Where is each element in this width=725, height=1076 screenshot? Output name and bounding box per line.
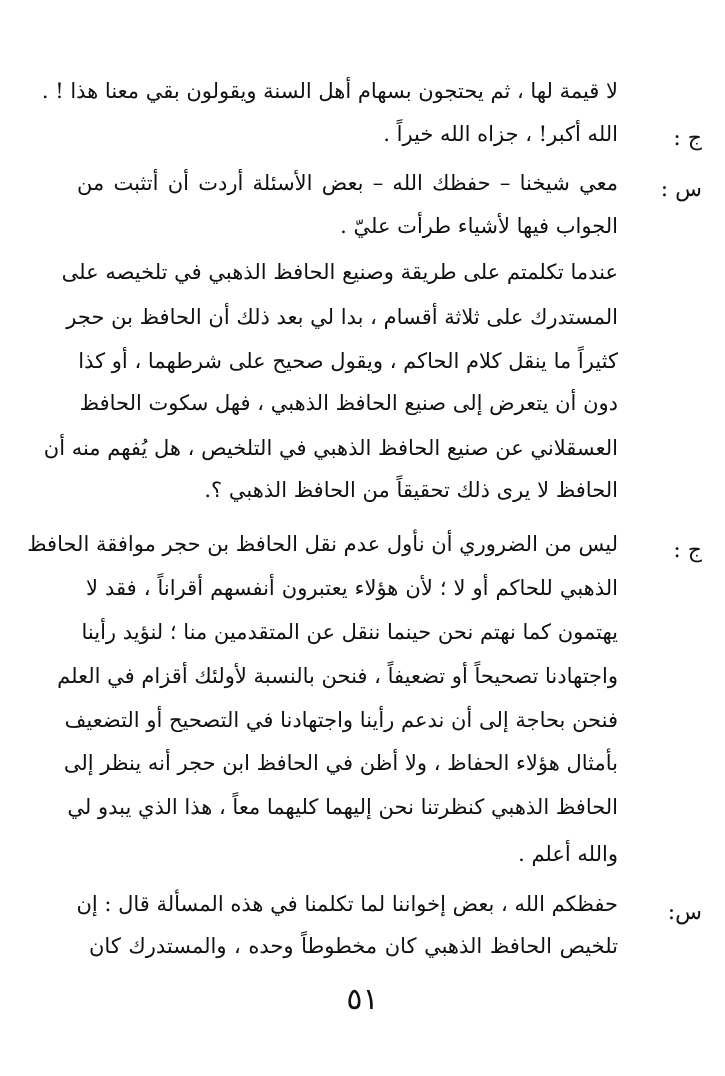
text-line: كثيراً ما ينقل كلام الحاكم ، ويقول صحيح على شرطهما ، أو كذا: [78, 349, 618, 373]
text-line: بأمثال هؤلاء الحفاظ ، ولا أظن في الحافظ ابن حجر أنه ينظر إلى: [63, 751, 618, 775]
text-line: عندما تكلمتم على طريقة وصنيع الحافظ الذهبي في تلخيصه على: [61, 260, 618, 284]
question-marker: س :: [660, 177, 702, 202]
text-line: والله أعلم .: [518, 842, 618, 866]
text-line: معي شيخنا – حفظك الله – بعض الأسئلة أردت أن أتثبت من: [77, 171, 618, 195]
text-line: دون أن يتعرض إلى صنيع الحافظ الذهبي ، فهل سكوت الحافظ: [79, 391, 618, 415]
question-marker: س:: [667, 900, 702, 925]
text-line: ليس من الضروري أن نأول عدم نقل الحافظ بن حجر موافقة الحافظ: [27, 532, 618, 556]
text-line: واجتهادنا تصحيحاً أو تضعيفاً ، فنحن بالنسبة لأولئك أقزام في العلم: [57, 664, 618, 688]
text-line: حفظكم الله ، بعض إخواننا لما تكلمنا في هذه المسألة قال : إن: [76, 892, 618, 916]
text-line: فنحن بحاجة إلى أن ندعم رأينا واجتهادنا في التصحيح أو التضعيف: [64, 708, 618, 732]
text-line: تلخيص الحافظ الذهبي كان مخطوطاً وحده ، والمستدرك كان: [89, 934, 618, 958]
text-line: لا قيمة لها ، ثم يحتجون بسهام أهل السنة ويقولون بقي معنا هذا ! .: [41, 79, 618, 103]
text-line: العسقلاني عن صنيع الحافظ الذهبي في التلخيص ، هل يُفهم منه أن: [43, 436, 618, 460]
text-line: يهتمون كما نهتم نحن حينما ننقل عن المتقدمين منا ؛ لنؤيد رأينا: [81, 620, 618, 644]
text-line: الجواب فيها لأشياء طرأت عليّ .: [340, 214, 618, 238]
answer-marker: ج :: [673, 126, 702, 151]
text-line: الله أكبر! ، جزاه الله خيراً .: [383, 122, 618, 146]
text-line: الحافظ لا يرى ذلك تحقيقاً من الحافظ الذهبي ؟.: [204, 478, 618, 502]
text-line: المستدرك على ثلاثة أقسام ، بدا لي بعد ذلك أن الحافظ بن حجر: [66, 305, 618, 329]
answer-marker: ج :: [673, 538, 702, 563]
text-line: الحافظ الذهبي كنظرتنا نحن إليهما كليهما معاً ، هذا الذي يبدو لي: [67, 795, 618, 819]
text-line: الذهبي للحاكم أو لا ؛ لأن هؤلاء يعتبرون أنفسهم أقراناً ، فقد لا: [86, 576, 618, 600]
page-number: ٥١: [346, 982, 379, 1017]
